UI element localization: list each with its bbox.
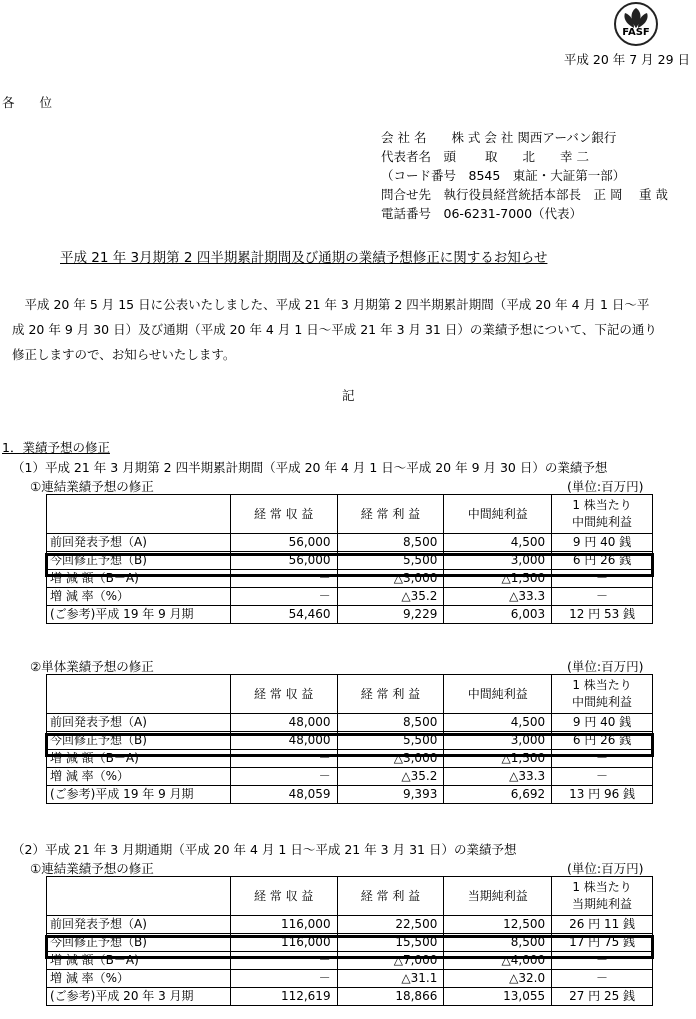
table-unit: (単位:百万円)	[567, 479, 644, 494]
table-cell: 56,000	[230, 552, 337, 570]
table-unit: (単位:百万円)	[567, 659, 644, 674]
row-label: 前回発表予想（A)	[47, 714, 231, 732]
table-row	[47, 534, 653, 552]
table-cell: 22,500	[337, 916, 444, 934]
table-cell: 3,000	[444, 732, 552, 750]
table-row	[47, 606, 653, 624]
table-cell: －	[230, 570, 337, 588]
row-label: (ご参考)平成 19 年 9 月期	[47, 786, 231, 804]
table-cell: 17 円 75 銭	[552, 934, 653, 952]
table-cell: 4,500	[444, 534, 552, 552]
representative: 代表者名 頭 取 北 幸 二	[381, 149, 589, 164]
table-header-cell	[552, 877, 653, 916]
table-cell: 6,003	[444, 606, 552, 624]
table-cell: 9 円 40 銭	[552, 534, 653, 552]
table-cell: △32.0	[444, 970, 552, 988]
table-row	[47, 768, 653, 786]
table-row	[47, 714, 653, 732]
table-cell: 12 円 53 銭	[552, 606, 653, 624]
table-header-row	[47, 495, 653, 534]
table-row	[47, 988, 653, 1006]
table-header-cell: 中間純利益	[444, 675, 552, 714]
table-cell: 5,500	[337, 552, 444, 570]
row-label: 前回発表予想（A)	[47, 916, 231, 934]
table-cell: △3,000	[337, 570, 444, 588]
table-cell: 3,000	[444, 552, 552, 570]
row-label: 増 減 額（B－A)	[47, 952, 231, 970]
table-row	[47, 588, 653, 606]
highlight-box	[45, 935, 654, 959]
sender-block	[381, 128, 668, 223]
table-header-cell	[552, 675, 653, 714]
table-header-cell: 経 常 利 益	[337, 877, 444, 916]
table-row	[47, 916, 653, 934]
per-share-sublabel: 中間純利益	[572, 695, 633, 709]
table-cell: 116,000	[230, 934, 337, 952]
row-label: 増 減 率（%）	[47, 768, 231, 786]
per-share-label: 1 株当たり	[572, 678, 632, 692]
table-cell: 13 円 96 銭	[552, 786, 653, 804]
table-header-row	[47, 877, 653, 916]
table-header-cell	[47, 877, 231, 916]
table-cell: 8,500	[337, 534, 444, 552]
document-date: 平成 20 年 7 月 29 日	[563, 52, 690, 67]
table-cell: 54,460	[230, 606, 337, 624]
table-header-cell: 中間純利益	[444, 495, 552, 534]
table-row	[47, 786, 653, 804]
table-cell: －	[230, 952, 337, 970]
table-cell: 48,000	[230, 732, 337, 750]
table-header-cell: 当期純利益	[444, 877, 552, 916]
subsection-2-heading: （2）平成 21 年 3 月期通期（平成 20 年 4 月 1 日～平成 21 年 3 月 31 日）の業績予想	[12, 842, 517, 857]
table-header-cell: 経 常 収 益	[230, 877, 337, 916]
row-label: (ご参考)平成 20 年 3 月期	[47, 988, 231, 1006]
table-cell: △35.2	[337, 768, 444, 786]
table-cell: △33.3	[444, 768, 552, 786]
table-cell: －	[230, 970, 337, 988]
row-label: 増 減 額（B－A)	[47, 570, 231, 588]
table-cell: 48,000	[230, 714, 337, 732]
table-header-cell	[47, 495, 231, 534]
table-cell: 116,000	[230, 916, 337, 934]
table-cell: －	[552, 768, 653, 786]
table-caption: ②単体業績予想の修正	[30, 659, 154, 674]
table-cell: 8,500	[444, 934, 552, 952]
row-label: 前回発表予想（A)	[47, 534, 231, 552]
table-cell: 6 円 26 銭	[552, 552, 653, 570]
per-share-sublabel: 当期純利益	[572, 897, 633, 911]
table-cell: 12,500	[444, 916, 552, 934]
company-name: 会 社 名 株 式 会 社 関西アーバン銀行	[381, 130, 617, 145]
per-share-label: 1 株当たり	[572, 498, 632, 512]
table-cell: 9,229	[337, 606, 444, 624]
ki-mark: 記	[342, 388, 355, 403]
phone-number: 電話番号 06-6231-7000（代表）	[381, 206, 583, 221]
table-cell: 8,500	[337, 714, 444, 732]
highlight-box	[45, 733, 654, 757]
table-cell: △3,000	[337, 750, 444, 768]
table-cell: △33.3	[444, 588, 552, 606]
per-share-sublabel: 中間純利益	[572, 515, 633, 529]
contact: 問合せ先 執行役員経営統括本部長 正 岡 重 哉	[381, 187, 668, 202]
table-cell: 26 円 11 銭	[552, 916, 653, 934]
table-cell: －	[230, 588, 337, 606]
section-heading: 1．業績予想の修正	[2, 440, 110, 455]
table-caption: ①連結業績予想の修正	[30, 861, 154, 876]
table-cell: 15,500	[337, 934, 444, 952]
document-title: 平成 21 年 3月期第 2 四半期累計期間及び通期の業績予想修正に関するお知らせ	[60, 250, 548, 266]
per-share-label: 1 株当たり	[572, 880, 632, 894]
row-label: 今回修正予想（B)	[47, 552, 231, 570]
table-cell: 6,692	[444, 786, 552, 804]
row-label: (ご参考)平成 19 年 9 月期	[47, 606, 231, 624]
table-caption: ①連結業績予想の修正	[30, 479, 154, 494]
table-header-cell: 経 常 利 益	[337, 495, 444, 534]
table-header-cell	[552, 495, 653, 534]
logo-text: FASF	[622, 27, 650, 38]
intro-line: 修正しますので、お知らせいたします。	[12, 347, 236, 362]
table-header-row	[47, 675, 653, 714]
table-cell: －	[552, 588, 653, 606]
table-cell: 13,055	[444, 988, 552, 1006]
table-unit: (単位:百万円)	[567, 861, 644, 876]
table-cell: △31.1	[337, 970, 444, 988]
highlight-box	[45, 553, 654, 577]
table-cell: △1,500	[444, 750, 552, 768]
intro-line: 平成 20 年 5 月 15 日に公表いたしました、平成 21 年 3 月期第 2 四半期累計期間（平成 20 年 4 月 1 日～平	[12, 297, 650, 312]
table-cell: －	[552, 570, 653, 588]
fasf-logo	[614, 2, 660, 46]
table-cell: △7,000	[337, 952, 444, 970]
row-label: 増 減 率（%）	[47, 588, 231, 606]
table-header-cell	[47, 675, 231, 714]
table-cell: 4,500	[444, 714, 552, 732]
table-cell: △1,500	[444, 570, 552, 588]
table-cell: △4,000	[444, 952, 552, 970]
table-cell: 56,000	[230, 534, 337, 552]
table-cell: 9,393	[337, 786, 444, 804]
table-cell: 6 円 26 銭	[552, 732, 653, 750]
addressee: 各 位	[2, 95, 53, 110]
table-cell: －	[552, 750, 653, 768]
table-cell: 27 円 25 銭	[552, 988, 653, 1006]
table-cell: 5,500	[337, 732, 444, 750]
table-cell: 112,619	[230, 988, 337, 1006]
intro-paragraph	[12, 292, 692, 367]
table-cell: －	[552, 970, 653, 988]
table-header-cell: 経 常 収 益	[230, 495, 337, 534]
table-row	[47, 970, 653, 988]
row-label: 増 減 額（B－A)	[47, 750, 231, 768]
table-cell: 18,866	[337, 988, 444, 1006]
table-header-cell: 経 常 収 益	[230, 675, 337, 714]
subsection-1-heading: （1）平成 21 年 3 月期第 2 四半期累計期間（平成 20 年 4 月 1 日～平成 20 年 9 月 30 日）の業績予想	[12, 460, 608, 475]
table-cell: 9 円 40 銭	[552, 714, 653, 732]
table-header-cell: 経 常 利 益	[337, 675, 444, 714]
code-number: （コード番号 8545 東証・大証第一部）	[381, 168, 626, 183]
table-cell: △35.2	[337, 588, 444, 606]
table-cell: －	[552, 952, 653, 970]
intro-line: 成 20 年 9 月 30 日）及び通期（平成 20 年 4 月 1 日～平成 21 年 3 月 31 日）の業績予想について、下記の通り	[12, 322, 657, 337]
row-label: 増 減 率（%）	[47, 970, 231, 988]
row-label: 今回修正予想（B)	[47, 732, 231, 750]
row-label: 今回修正予想（B)	[47, 934, 231, 952]
table-cell: －	[230, 750, 337, 768]
table-cell: 48,059	[230, 786, 337, 804]
table-cell: －	[230, 768, 337, 786]
